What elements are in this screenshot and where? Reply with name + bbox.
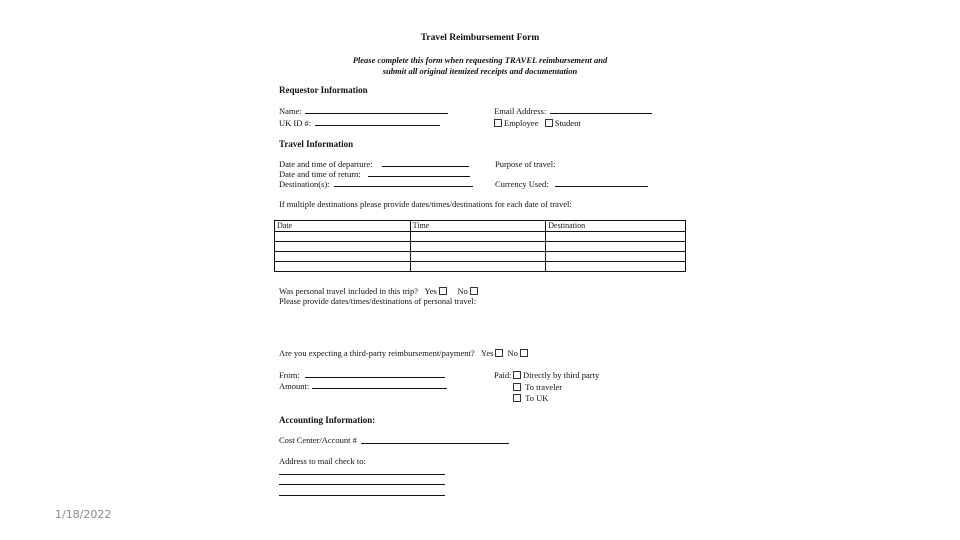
table-cell[interactable] <box>275 262 411 272</box>
travel-heading: Travel Information <box>279 139 354 149</box>
paid-uk-label: To UK <box>525 393 549 403</box>
paid-option-traveler <box>513 382 562 392</box>
table-cell[interactable] <box>410 232 546 242</box>
address-line-3[interactable] <box>279 495 445 496</box>
third-party-yes-checkbox[interactable] <box>495 349 503 357</box>
paid-option-direct <box>513 370 599 380</box>
form-subtitle-line2: submit all original itemized receipts and documentation <box>382 66 578 76</box>
column-header-destination: Destination <box>546 221 686 232</box>
column-header-date: Date <box>275 221 411 232</box>
column-header-time: Time <box>410 221 546 232</box>
table-row <box>275 242 686 252</box>
return-label: Date and time of return: <box>279 169 361 179</box>
slide-date: 1/18/2022 <box>55 508 112 521</box>
purpose-label: Purpose of travel: <box>495 159 556 169</box>
third-party-question: Are you expecting a third-party reimbursement/payment? <box>279 348 475 358</box>
destinations-field[interactable] <box>334 186 473 187</box>
table-cell[interactable] <box>275 232 411 242</box>
from-field[interactable] <box>305 377 445 378</box>
table-cell[interactable] <box>546 252 686 262</box>
address-line-2[interactable] <box>279 484 445 485</box>
table-row <box>275 262 686 272</box>
paid-direct-label: Directly by third party <box>523 370 600 380</box>
table-cell[interactable] <box>275 242 411 252</box>
table-header-row <box>275 221 686 232</box>
address-line-1[interactable] <box>279 474 445 475</box>
table-cell[interactable] <box>546 242 686 252</box>
ukid-field[interactable] <box>315 125 440 126</box>
student-label: Student <box>554 118 581 128</box>
table-cell[interactable] <box>546 232 686 242</box>
status-options <box>492 118 581 128</box>
table-cell[interactable] <box>410 242 546 252</box>
currency-field[interactable] <box>555 186 648 187</box>
personal-travel-no-checkbox[interactable] <box>470 287 478 295</box>
accounting-heading: Accounting Information: <box>279 415 376 425</box>
paid-direct-checkbox[interactable] <box>513 371 521 379</box>
paid-option-uk <box>513 393 548 403</box>
amount-label: Amount: <box>279 381 310 391</box>
email-label: Email Address: <box>494 106 547 116</box>
third-party-row <box>279 348 530 358</box>
personal-travel-no-label: No <box>457 286 468 296</box>
paid-traveler-label: To traveler <box>525 382 563 392</box>
amount-field[interactable] <box>312 388 447 389</box>
personal-travel-yes-checkbox[interactable] <box>439 287 447 295</box>
from-label: From: <box>279 370 300 380</box>
departure-field[interactable] <box>382 166 469 167</box>
return-field[interactable] <box>368 176 470 177</box>
table-row <box>275 252 686 262</box>
personal-travel-yes-label: Yes <box>424 286 437 296</box>
destinations-label: Destination(s): <box>279 179 330 189</box>
departure-label: Date and time of departure: <box>279 159 373 169</box>
paid-traveler-checkbox[interactable] <box>513 383 521 391</box>
destinations-table <box>274 220 686 272</box>
email-field[interactable] <box>550 113 652 114</box>
address-label: Address to mail check to: <box>279 456 366 466</box>
personal-travel-instruction: Please provide dates/times/destinations of personal travel: <box>279 296 477 306</box>
name-label: Name: <box>279 106 302 116</box>
name-field[interactable] <box>305 113 448 114</box>
cost-center-label: Cost Center/Account # <box>279 435 357 445</box>
personal-travel-question: Was personal travel included in this trip? <box>279 286 419 296</box>
paid-uk-checkbox[interactable] <box>513 394 521 402</box>
currency-label: Currency Used: <box>495 179 549 189</box>
multi-destination-instruction: If multiple destinations please provide dates/times/destinations for each date of travel: <box>279 199 572 209</box>
form-subtitle-line1: Please complete this form when requesting TRAVEL reimbursement and <box>352 55 608 65</box>
third-party-no-checkbox[interactable] <box>520 349 528 357</box>
personal-travel-row <box>279 286 480 296</box>
table-cell[interactable] <box>275 252 411 262</box>
student-checkbox[interactable] <box>545 119 553 127</box>
requestor-heading: Requestor Information <box>279 85 368 95</box>
table-row <box>275 232 686 242</box>
form-title: Travel Reimbursement Form <box>420 33 540 43</box>
employee-checkbox[interactable] <box>494 119 502 127</box>
table-cell[interactable] <box>410 262 546 272</box>
third-party-yes-label: Yes <box>481 348 494 358</box>
cost-center-field[interactable] <box>361 443 509 444</box>
employee-label: Employee <box>504 118 539 128</box>
ukid-label: UK ID #: <box>279 118 312 128</box>
table-cell[interactable] <box>410 252 546 262</box>
third-party-no-label: No <box>507 348 518 358</box>
paid-label: Paid: <box>494 370 512 380</box>
table-cell[interactable] <box>546 262 686 272</box>
